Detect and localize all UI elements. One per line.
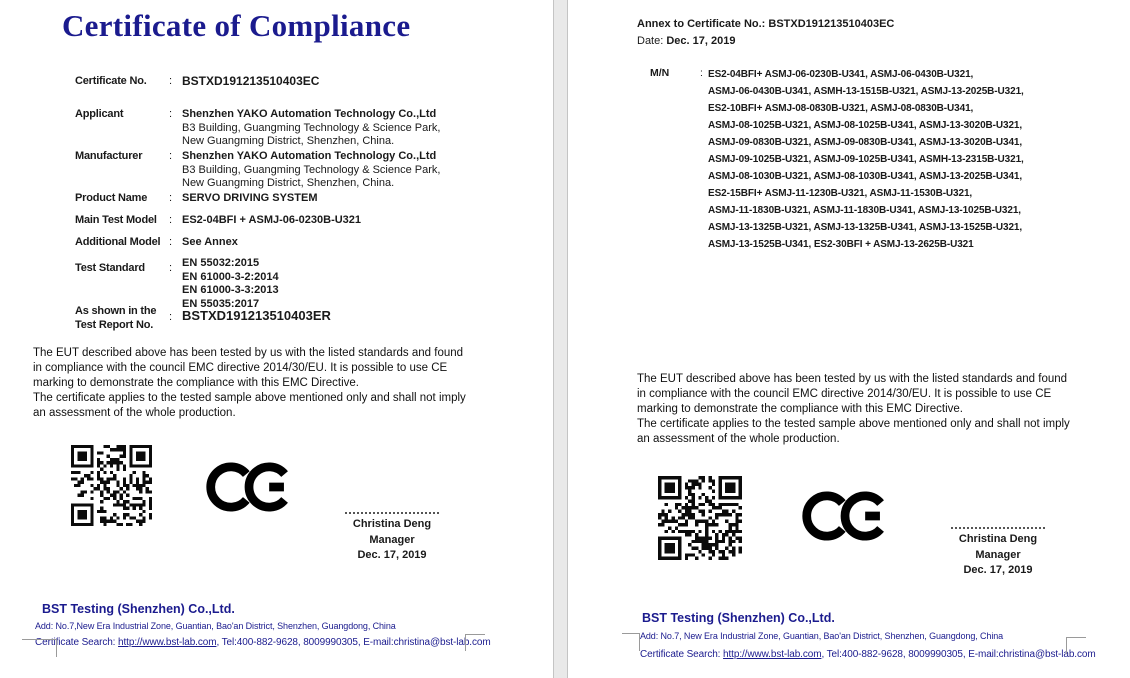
field-label: Test Standard (75, 262, 145, 274)
lab-address: Add: No.7,New Era Industrial Zone, Guantian, Bao'an District, Shenzhen, Guangdong, China (35, 621, 396, 631)
field-colon: : (169, 262, 173, 274)
field-value (182, 257, 279, 311)
applicant-name: Shenzhen YAKO Automation Technology Co.,Ltd (182, 108, 437, 120)
field-value: ES2-04BFI + ASMJ-06-0230B-U321 (182, 214, 362, 226)
annex-date-label: Date: (637, 35, 667, 47)
annex-page (568, 0, 1130, 678)
compliance-statement (33, 346, 466, 421)
model-line: ASMJ-09-0830B-U321, ASMJ-09-0830B-U341, ASMJ-13-3020B-U341, (708, 137, 1023, 148)
signatory-name: Christina Deng (958, 533, 1038, 545)
field-label: Certificate No. (75, 75, 147, 87)
model-line: ES2-15BFI+ ASMJ-11-1230B-U321, ASMJ-11-1530B-U321, (708, 188, 973, 199)
certificate-search-label: Certificate Search: (640, 649, 724, 660)
report-label-line: As shown in the (75, 305, 157, 317)
field-value: BSTXD191213510403EC (182, 74, 320, 88)
statement-line: an assessment of the whole production. (637, 433, 840, 445)
field-label: Manufacturer (75, 150, 143, 162)
signatory-title: Manager (975, 548, 1021, 561)
field-value (182, 108, 440, 149)
ce-mark-icon (204, 460, 292, 514)
field-label: Additional Model (75, 236, 161, 248)
certificate-search-link[interactable]: http://www.bst-lab.com (118, 637, 217, 648)
statement-line: in compliance with the council EMC directive 2014/30/EU. It is possible to use CE (637, 388, 1052, 400)
certificate-page (0, 0, 553, 678)
model-line: ASMJ-08-1030B-U321, ASMJ-08-1030B-U341, ASMJ-13-2025B-U341, (708, 171, 1023, 182)
lab-address: Add: No.7, New Era Industrial Zone, Guantian, Bao'an District, Shenzhen, Guangdong, China (640, 631, 1004, 641)
signature-date: Dec. 17, 2019 (963, 564, 1033, 576)
certificate-search-link[interactable]: http://www.bst-lab.com (723, 649, 822, 660)
field-value: SERVO DRIVING SYSTEM (182, 192, 318, 204)
field-value: BSTXD191213510403ER (182, 308, 331, 323)
signatory-title: Manager (369, 533, 415, 546)
certificate-search-line (35, 637, 491, 648)
field-label: Product Name (75, 192, 148, 204)
annex-header (637, 16, 894, 50)
model-line: ASMJ-08-1025B-U321, ASMJ-08-1025B-U341, ASMJ-13-3020B-U321, (708, 120, 1023, 131)
certificate-search-line (640, 649, 1096, 660)
model-list (708, 66, 1024, 253)
statement-line: The certificate applies to the tested sample above mentioned only and shall not imply (637, 418, 1070, 430)
test-standard-line: EN 55035:2017 (182, 297, 260, 310)
model-line: ASMJ-06-0430B-U341, ASMH-13-1515B-U321, ASMJ-13-2025B-U321, (708, 86, 1024, 97)
test-standard-line: EN 55032:2015 (182, 257, 260, 269)
field-colon: : (169, 214, 173, 226)
manufacturer-address-line: New Guangming District, Shenzhen, China. (182, 177, 395, 189)
statement-line: The EUT described above has been tested by us with the listed standards and found (637, 373, 1068, 385)
field-colon: : (169, 108, 173, 120)
statement-line: marking to demonstrate the compliance with this EMC Directive. (33, 377, 359, 389)
statement-line: in compliance with the council EMC directive 2014/30/EU. It is possible to use CE (33, 362, 448, 374)
crop-mark-bottom-right (465, 634, 485, 651)
statement-line: The certificate applies to the tested sample above mentioned only and shall not imply (33, 392, 466, 404)
contact-info: , Tel:400-882-9628, 8009990305, E-mail:christina@bst-lab.com (216, 637, 491, 648)
report-label-line: Test Report No. (75, 318, 154, 331)
lab-name: BST Testing (Shenzhen) Co.,Ltd. (642, 611, 835, 625)
signature-block (946, 520, 1050, 579)
certificate-title: Certificate of Compliance (62, 8, 411, 43)
signature-line (951, 527, 1045, 529)
signature-block (340, 505, 444, 564)
page-gutter (553, 0, 568, 678)
signature-date: Dec. 17, 2019 (357, 549, 427, 561)
field-colon: : (700, 67, 703, 79)
model-line: ES2-04BFI+ ASMJ-06-0230B-U341, ASMJ-06-0430B-U321, (708, 69, 974, 80)
ce-mark-icon (800, 489, 888, 543)
annex-title: Annex to Certificate No.: BSTXD191213510403EC (637, 18, 895, 30)
field-colon: : (169, 150, 173, 162)
signatory-name: Christina Deng (352, 518, 432, 530)
crop-mark-bottom-right (1066, 637, 1086, 654)
compliance-statement (637, 372, 1070, 447)
field-colon: : (169, 192, 173, 204)
field-colon: : (169, 236, 173, 248)
field-label: Applicant (75, 108, 124, 120)
model-line: ASMJ-13-1525B-U341, ES2-30BFI + ASMJ-13-2625B-U321 (708, 239, 974, 250)
model-list-label: M/N (650, 67, 670, 79)
lab-name: BST Testing (Shenzhen) Co.,Ltd. (42, 602, 235, 616)
field-colon: : (169, 75, 173, 87)
field-label (75, 305, 156, 332)
applicant-address-line: New Guangming District, Shenzhen, China. (182, 135, 395, 147)
statement-line: marking to demonstrate the compliance with this EMC Directive. (637, 403, 963, 415)
test-standard-line: EN 61000-3-3:2013 (182, 284, 279, 296)
signature-line (345, 512, 439, 514)
annex-date (637, 33, 894, 50)
test-standard-line: EN 61000-3-2:2014 (182, 270, 279, 283)
field-value: See Annex (182, 236, 238, 248)
certificate-search-label: Certificate Search: (35, 637, 119, 648)
model-line: ASMJ-11-1830B-U321, ASMJ-11-1830B-U341, ASMJ-13-1025B-U321, (708, 205, 1021, 216)
annex-date-value: Dec. 17, 2019 (666, 35, 736, 47)
qr-code (70, 445, 153, 526)
statement-line: an assessment of the whole production. (33, 407, 236, 419)
applicant-address-line: B3 Building, Guangming Technology & Science Park, (182, 121, 441, 134)
model-line: ASMJ-13-1325B-U321, ASMJ-13-1325B-U341, ASMJ-13-1525B-U321, (708, 222, 1023, 233)
crop-mark-bottom-left (622, 633, 640, 651)
field-label: Main Test Model (75, 214, 157, 226)
field-value (182, 150, 440, 191)
manufacturer-address-line: B3 Building, Guangming Technology & Science Park, (182, 163, 441, 176)
model-line: ASMJ-09-1025B-U321, ASMJ-09-1025B-U341, ASMH-13-2315B-U321, (708, 154, 1024, 165)
model-line: ES2-10BFI+ ASMJ-08-0830B-U321, ASMJ-08-0830B-U341, (708, 103, 974, 114)
qr-code (658, 475, 742, 561)
field-colon: : (169, 311, 173, 323)
statement-line: The EUT described above has been tested by us with the listed standards and found (33, 347, 464, 359)
contact-info: , Tel:400-882-9628, 8009990305, E-mail:christina@bst-lab.com (821, 649, 1096, 660)
manufacturer-name: Shenzhen YAKO Automation Technology Co.,Ltd (182, 150, 437, 162)
crop-mark-bottom-left (22, 639, 57, 657)
